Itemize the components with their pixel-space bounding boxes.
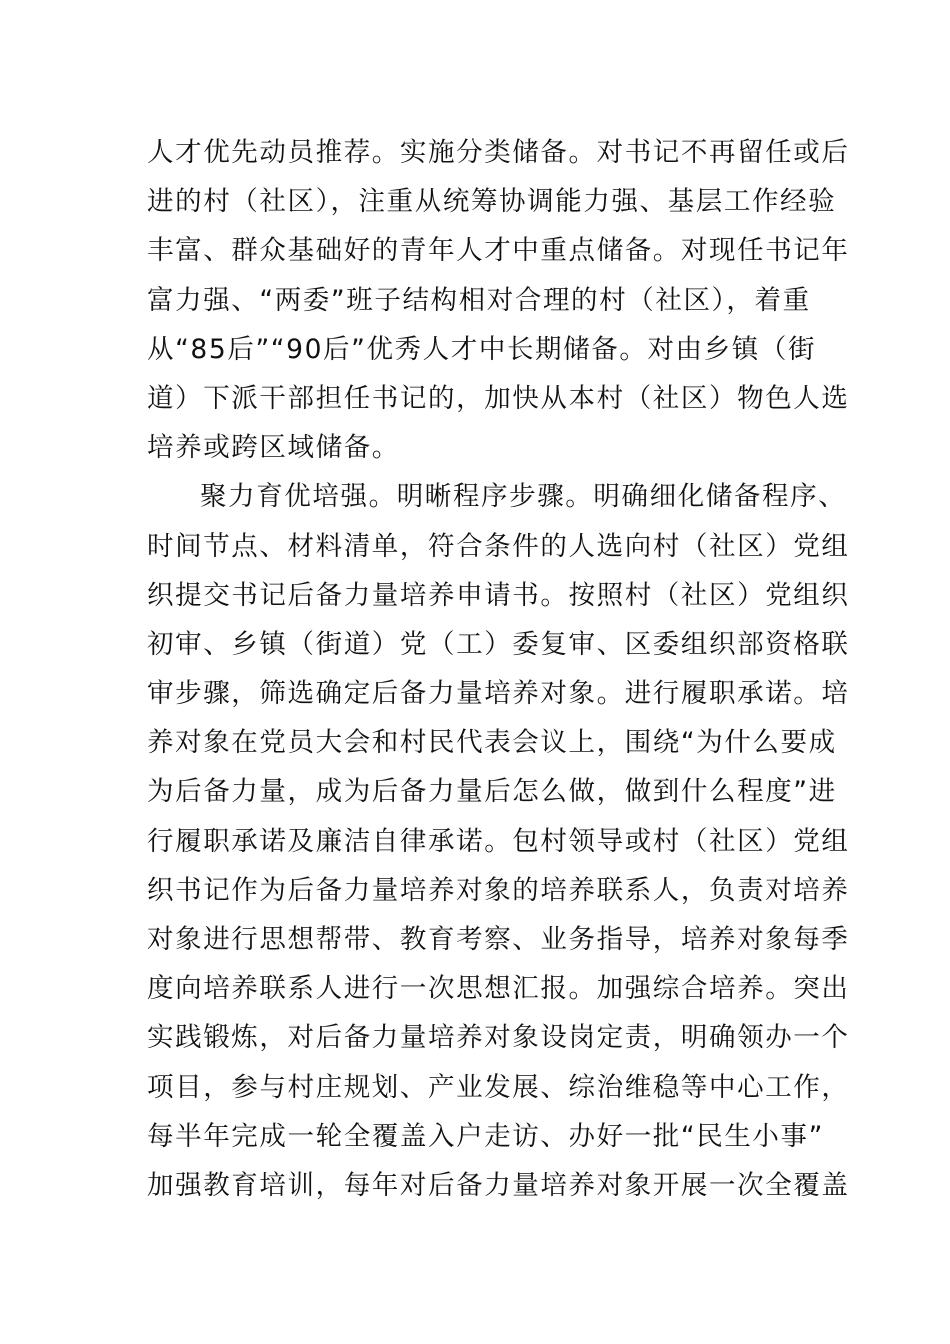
text-line: 为后备力量，成为后备力量后怎么做，做到什么程度”进 [147,776,837,808]
text-line: 时间节点、材料清单，符合条件的人选向村（社区）党组 [147,530,850,562]
text-line: 初审、乡镇（街道）党（工）委复审、区委组织部资格联 [147,628,850,660]
paragraph-1 [147,128,850,472]
text-line: 织提交书记后备力量培养申请书。按照村（社区）党组织 [147,579,850,611]
text-line: 从“85后”“90后”优秀人才中长期储备。对由乡镇（街 [147,333,817,365]
text-line: 对象进行思想帮带、教育考察、业务指导，培养对象每季 [147,924,850,955]
text-line: 进的村（社区），注重从统筹协调能力强、基层工作经验 [147,186,837,218]
text-line: 织书记作为后备力量培养对象的培养联系人，负责对培养 [147,874,850,906]
text-line: 每半年完成一轮全覆盖入户走访、办好一批“民生小事” [147,1120,824,1152]
text-line: 项目，参与村庄规划、产业发展、综治维稳等中心工作， [147,1071,850,1103]
text-line: 人才优先动员推荐。实施分类储备。对书记不再留任或后 [147,137,850,168]
text-line: 度向培养联系人进行一次思想汇报。加强综合培养。突出 [147,973,850,1005]
paragraph-2 [147,472,850,1210]
text-line: 富力强、“两委”班子结构相对合理的村（社区），着重 [147,284,811,316]
text-line: 聚力育优培强。明晰程序步骤。明确细化储备程序、 [200,481,847,513]
text-line: 道）下派干部担任书记的，加快从本村（社区）物色人选 [147,382,850,414]
text-line: 行履职承诺及廉洁自律承诺。包村领导或村（社区）党组 [147,825,850,857]
text-line: 加强教育培训，每年对后备力量培养对象开展一次全覆盖 [147,1169,850,1201]
text-line: 养对象在党员大会和村民代表会议上，围绕“为什么要成 [147,727,837,759]
text-line: 审步骤，筛选确定后备力量培养对象。进行履职承诺。培 [147,678,850,710]
text-line: 实践锻炼，对后备力量培养对象设岗定责，明确领办一个 [147,1022,850,1054]
text-line: 培养或跨区域储备。 [147,432,400,464]
text-line: 丰富、群众基础好的青年人才中重点储备。对现任书记年 [147,235,850,267]
document-body [147,128,850,1210]
